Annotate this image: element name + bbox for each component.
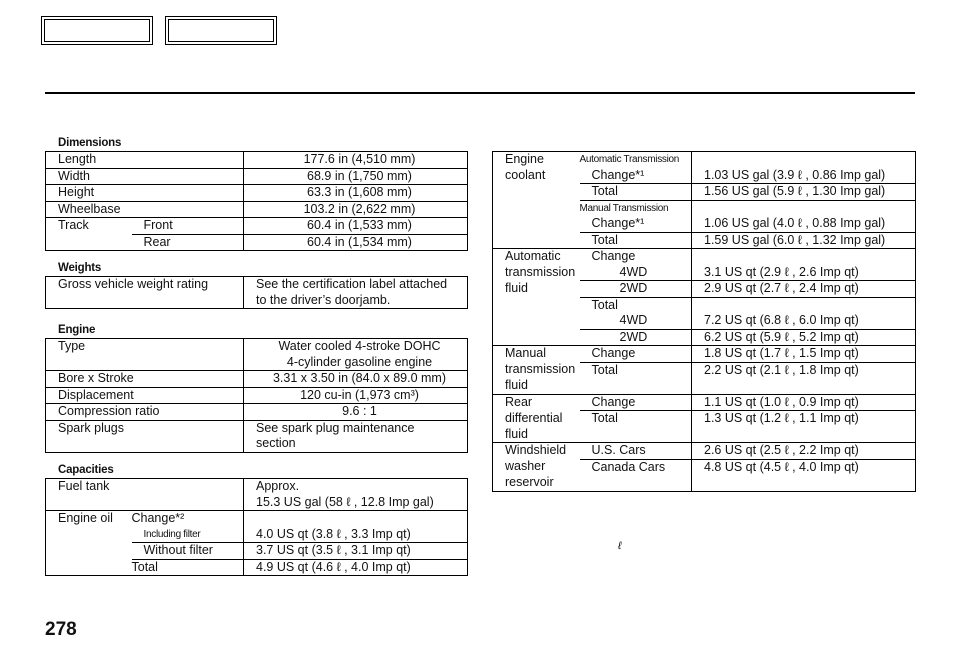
- engine-bore-label: Bore x Stroke: [46, 371, 244, 388]
- coolant-manual-total-value: 1.59 US gal (6.0 ℓ , 1.32 Imp gal): [692, 232, 916, 249]
- ww-us-value: 2.6 US qt (2.5 ℓ , 2.2 Imp qt): [692, 443, 916, 460]
- capacities-table: [45, 478, 468, 576]
- oil-change-label: Change*²: [131, 511, 185, 525]
- fluids-table: [492, 151, 916, 492]
- dimensions-sublabel: Rear: [143, 234, 171, 249]
- coolant-auto-transmission-label: Automatic Transmission: [579, 154, 680, 165]
- coolant-label-2: coolant: [505, 167, 546, 182]
- dimensions-row: [46, 218, 468, 235]
- atf-change-4wd-value: 3.1 US qt (2.9 ℓ , 2.6 Imp qt): [692, 265, 916, 281]
- oil-total-label: Total: [131, 559, 158, 574]
- coolant-manual-total-label: Total: [580, 232, 692, 249]
- coolant-manual-change-label: Change*¹: [580, 216, 692, 232]
- coolant-label-1: Engine: [505, 152, 544, 166]
- dimensions-value: 60.4 in (1,533 mm): [244, 218, 468, 235]
- dimensions-value: 103.2 in (2,622 mm): [244, 201, 468, 218]
- coolant-auto-total-value: 1.56 US gal (5.9 ℓ , 1.30 Imp gal): [692, 184, 916, 201]
- mtf-label-2: transmission: [505, 362, 576, 376]
- dimensions-label: Wheelbase: [46, 201, 132, 218]
- dimensions-label: Length: [46, 152, 132, 169]
- atf-total-label: Total: [591, 297, 618, 312]
- fuel-tank-label: Fuel tank: [46, 479, 244, 511]
- mtf-total-value: 2.2 US qt (2.1 ℓ , 1.8 Imp qt): [692, 362, 916, 378]
- oil-without-filter-value: 3.7 US qt (3.5 ℓ , 3.1 Imp qt): [244, 543, 468, 560]
- dimensions-heading: Dimensions: [58, 137, 122, 149]
- engine-oil-label: Engine oil: [58, 511, 113, 525]
- header-tab-box-2: [165, 16, 277, 45]
- atf-label-1: Automatic: [505, 249, 561, 263]
- atf-label-2: transmission: [505, 264, 576, 279]
- weights-label: Gross vehicle weight rating: [58, 277, 209, 291]
- atf-total-2wd-label: 2WD: [580, 329, 692, 346]
- weights-heading: Weights: [58, 262, 102, 274]
- atf-change-4wd-label: 4WD: [580, 265, 692, 281]
- rd-total-label: Total: [591, 411, 618, 425]
- rd-total-value: 1.3 US qt (1.2 ℓ , 1.1 Imp qt): [692, 411, 916, 427]
- engine-type-value: Water cooled 4-stroke DOHC 4-cylinder gasoline engine: [244, 339, 468, 371]
- coolant-manual-change-value: 1.06 US gal (4.0 ℓ , 0.88 Imp gal): [692, 216, 916, 232]
- atf-change-2wd-value: 2.9 US qt (2.7 ℓ , 2.4 Imp qt): [692, 281, 916, 298]
- dimensions-value: 63.3 in (1,608 mm): [244, 185, 468, 202]
- dimensions-row: [46, 168, 468, 185]
- engine-compression-value: 9.6 : 1: [244, 404, 468, 421]
- rd-label-1: Rear: [505, 394, 533, 409]
- dimensions-sublabel: Front: [132, 218, 244, 235]
- weights-table: [45, 276, 468, 309]
- dimensions-value: 68.9 in (1,750 mm): [244, 168, 468, 185]
- stray-liter-mark: ℓ: [618, 540, 622, 552]
- oil-including-filter-value: 4.0 US qt (3.8 ℓ , 3.3 Imp qt): [244, 527, 468, 543]
- engine-type-label: Type: [46, 339, 244, 371]
- mtf-total-label: Total: [591, 362, 618, 377]
- rd-label-3: fluid: [493, 427, 580, 443]
- mtf-change-label: Change: [580, 346, 692, 363]
- header-rule: [45, 92, 915, 94]
- dimensions-value: 60.4 in (1,534 mm): [244, 234, 468, 251]
- ww-label-2: washer: [505, 459, 546, 473]
- engine-table: [45, 338, 468, 453]
- atf-label-3: fluid: [505, 280, 528, 295]
- dimensions-sublabel: [132, 152, 244, 169]
- oil-total-value: 4.9 US qt (4.6 ℓ , 4.0 Imp qt): [244, 559, 468, 576]
- ww-label-3: reservoir: [505, 475, 554, 489]
- engine-displacement-label: Displacement: [46, 387, 244, 404]
- engine-compression-label: Compression ratio: [46, 404, 244, 421]
- header-tab-box-1: [41, 16, 153, 45]
- dimensions-row: [46, 185, 468, 202]
- page-number: 278: [45, 619, 77, 640]
- mtf-change-value: 1.8 US qt (1.7 ℓ , 1.5 Imp qt): [692, 346, 916, 363]
- dimensions-sublabel: [132, 185, 244, 202]
- dimensions-table: [45, 151, 468, 251]
- dimensions-label: Height: [46, 185, 132, 202]
- mtf-label-3: fluid: [493, 378, 580, 394]
- coolant-auto-total-label: Total: [591, 184, 618, 198]
- dimensions-row: [46, 152, 468, 169]
- atf-change-label: Change: [591, 249, 636, 263]
- dimensions-label: Track: [58, 218, 89, 232]
- rd-change-label: Change: [580, 394, 692, 411]
- dimensions-row: [46, 201, 468, 218]
- dimensions-label: [46, 234, 132, 251]
- fuel-tank-value: Approx. 15.3 US gal (58 ℓ , 12.8 Imp gal): [244, 479, 468, 511]
- rd-label-2: differential: [505, 410, 563, 425]
- atf-total-2wd-value: 6.2 US qt (5.9 ℓ , 5.2 Imp qt): [692, 329, 916, 346]
- ww-canada-label: Canada Cars: [591, 459, 666, 474]
- ww-label-1: Windshield: [505, 443, 567, 457]
- dimensions-value: 177.6 in (4,510 mm): [244, 152, 468, 169]
- coolant-manual-transmission-label: Manual Transmission: [580, 200, 692, 216]
- atf-total-4wd-label: 4WD: [580, 313, 692, 329]
- dimensions-sublabel: [132, 201, 244, 218]
- engine-bore-value: 3.31 x 3.50 in (84.0 x 89.0 mm): [244, 371, 468, 388]
- dimensions-sublabel: [132, 168, 244, 185]
- weights-value: See the certification label attached to the driver’s doorjamb.: [244, 277, 468, 309]
- oil-without-filter-label: Without filter: [132, 543, 244, 560]
- rd-change-value: 1.1 US qt (1.0 ℓ , 0.9 Imp qt): [692, 394, 916, 411]
- coolant-auto-change-label: Change*¹: [580, 168, 692, 184]
- dimensions-label: Width: [46, 168, 132, 185]
- engine-displacement-value: 120 cu-in (1,973 cm³): [244, 387, 468, 404]
- oil-including-filter-label: Including filter: [132, 527, 244, 543]
- coolant-auto-change-value: 1.03 US gal (3.9 ℓ , 0.86 Imp gal): [692, 168, 916, 184]
- engine-heading: Engine: [58, 324, 96, 336]
- atf-change-2wd-label: 2WD: [580, 281, 692, 298]
- engine-spark-label: Spark plugs: [58, 420, 125, 435]
- mtf-label-1: Manual: [505, 346, 546, 360]
- capacities-heading: Capacities: [58, 464, 114, 476]
- atf-total-4wd-value: 7.2 US qt (6.8 ℓ , 6.0 Imp qt): [692, 313, 916, 329]
- ww-canada-value: 4.8 US qt (4.5 ℓ , 4.0 Imp qt): [692, 459, 916, 475]
- dimensions-row: [46, 234, 468, 251]
- ww-us-label: U.S. Cars: [580, 443, 692, 460]
- engine-spark-value: See spark plug maintenance section: [244, 420, 468, 452]
